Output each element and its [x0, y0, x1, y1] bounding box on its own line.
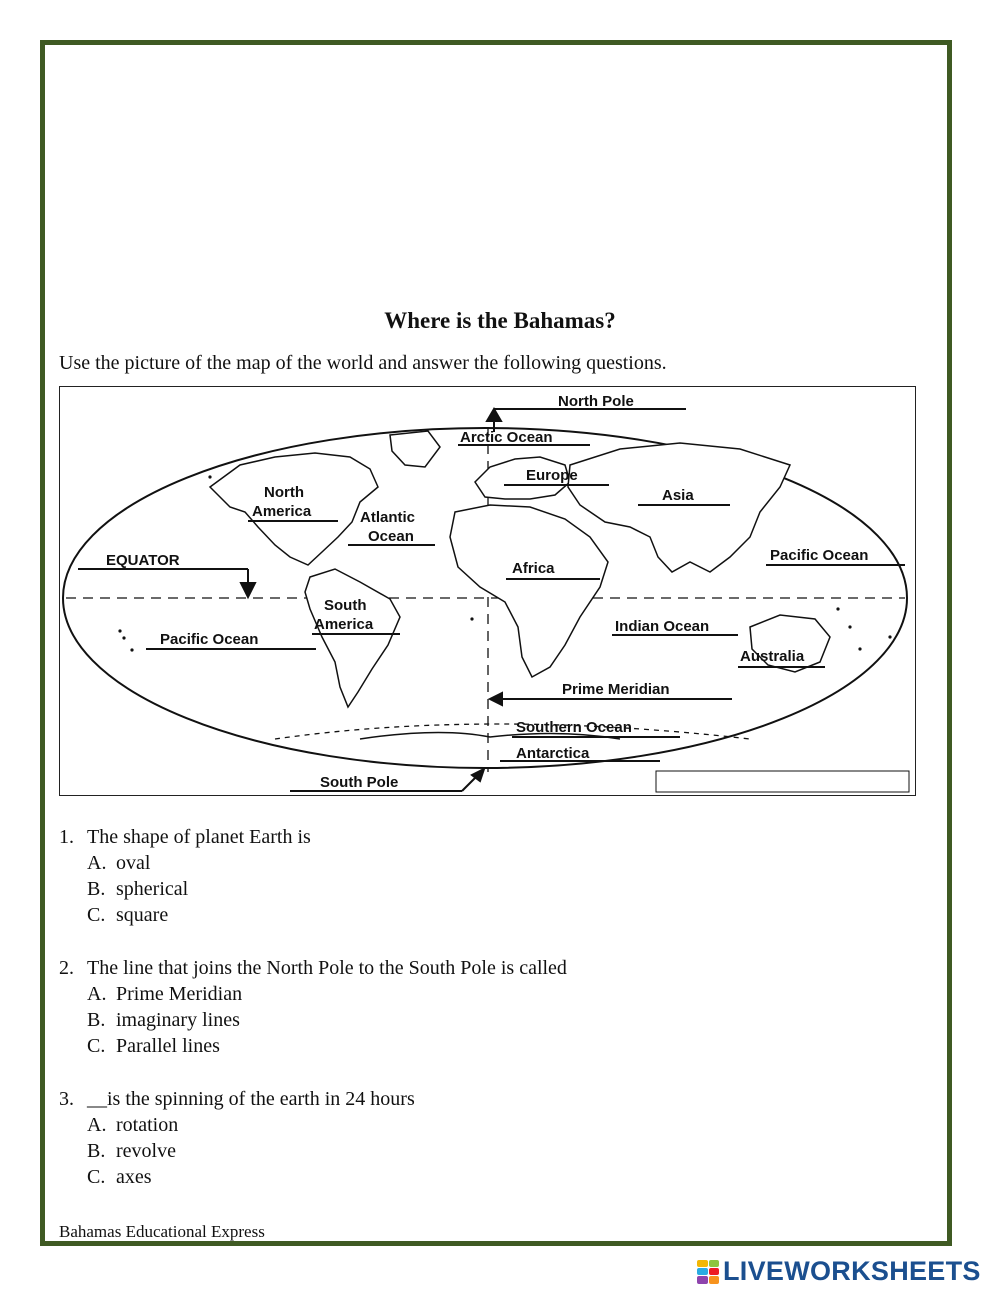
- label-north-pole: North Pole: [558, 393, 634, 410]
- island-dot: [858, 647, 861, 650]
- option-letter: B.: [87, 878, 106, 900]
- label-southern-ocean: Southern Ocean: [516, 719, 632, 736]
- liveworksheets-logo[interactable]: [697, 1256, 981, 1287]
- option-text: rotation: [116, 1114, 179, 1136]
- north-pole-arrowhead: [487, 409, 501, 421]
- question-number: 2.: [59, 957, 74, 979]
- label-arctic-ocean: Arctic Ocean: [460, 429, 553, 446]
- option-letter: A.: [87, 1114, 107, 1136]
- island-dot: [122, 636, 125, 639]
- island-dot: [208, 475, 211, 478]
- option-letter: A.: [87, 983, 107, 1005]
- island-dot: [836, 607, 839, 610]
- answer-box: [656, 771, 909, 792]
- label-australia: Australia: [740, 648, 805, 665]
- label-pacific-ocean-west: Pacific Ocean: [160, 631, 259, 648]
- equator-arrowhead: [241, 583, 255, 597]
- option-letter: C.: [87, 1166, 106, 1188]
- question-text: __is the spinning of the earth in 24 hours: [87, 1088, 415, 1110]
- label-south-pole: South Pole: [320, 774, 399, 791]
- option-a[interactable]: [59, 1112, 415, 1138]
- question-3: [59, 1086, 415, 1190]
- option-a[interactable]: [59, 850, 311, 876]
- page-title: Where is the Bahamas?: [384, 308, 616, 333]
- island-dot: [130, 648, 133, 651]
- option-text: Parallel lines: [116, 1035, 220, 1057]
- option-b[interactable]: [59, 876, 311, 902]
- option-b[interactable]: [59, 1138, 415, 1164]
- option-text: spherical: [116, 878, 189, 900]
- africa-shape: [450, 505, 608, 677]
- world-map-drawing: [60, 387, 917, 797]
- island-dot: [848, 625, 851, 628]
- label-prime-meridian: Prime Meridian: [562, 681, 670, 698]
- option-letter: A.: [87, 852, 107, 874]
- liveworksheets-brand: LIVEWORKSHEETS: [723, 1256, 981, 1286]
- option-letter: B.: [87, 1140, 106, 1162]
- option-b[interactable]: [59, 1007, 567, 1033]
- label-south-america-2: America: [314, 616, 374, 633]
- label-africa: Africa: [512, 560, 555, 577]
- label-north-america-1: North: [264, 484, 304, 501]
- label-equator: EQUATOR: [106, 552, 180, 569]
- label-atlantic-ocean-1: Atlantic: [360, 509, 416, 526]
- label-indian-ocean: Indian Ocean: [615, 618, 710, 635]
- label-asia: Asia: [662, 487, 694, 504]
- label-europe: Europe: [526, 467, 578, 484]
- option-text: imaginary lines: [116, 1009, 240, 1031]
- world-map: [59, 386, 916, 796]
- island-dot: [888, 635, 891, 638]
- option-text: square: [116, 904, 169, 926]
- option-text: axes: [116, 1166, 152, 1188]
- label-south-america-1: South: [324, 597, 367, 614]
- south-america-shape: [305, 569, 400, 707]
- option-letter: C.: [87, 904, 106, 926]
- question-text: The shape of planet Earth is: [87, 826, 311, 848]
- question-text: The line that joins the North Pole to the South Pole is called: [87, 957, 567, 979]
- option-text: oval: [116, 852, 151, 874]
- island-dot: [470, 617, 473, 620]
- option-letter: C.: [87, 1035, 106, 1057]
- instructions: Use the picture of the map of the world and answer the following questions.: [59, 352, 667, 374]
- label-pacific-ocean-east: Pacific Ocean: [770, 547, 869, 564]
- option-text: Prime Meridian: [116, 983, 243, 1005]
- question-number: 1.: [59, 826, 74, 848]
- greenland-shape: [390, 431, 440, 467]
- prime-meridian-arrowhead: [490, 693, 502, 705]
- option-c[interactable]: [59, 902, 311, 928]
- label-atlantic-ocean-2: Ocean: [368, 528, 414, 545]
- option-c[interactable]: [59, 1164, 415, 1190]
- question-1: [59, 824, 311, 928]
- liveworksheets-logo-icon: [697, 1260, 719, 1284]
- option-text: revolve: [116, 1140, 176, 1162]
- question-number: 3.: [59, 1088, 74, 1110]
- question-2: [59, 955, 567, 1059]
- footer-text: Bahamas Educational Express: [59, 1222, 265, 1241]
- label-north-america-2: America: [252, 503, 312, 520]
- island-dot: [118, 629, 121, 632]
- option-a[interactable]: [59, 981, 567, 1007]
- option-c[interactable]: [59, 1033, 567, 1059]
- label-antarctica: Antarctica: [516, 745, 590, 762]
- option-letter: B.: [87, 1009, 106, 1031]
